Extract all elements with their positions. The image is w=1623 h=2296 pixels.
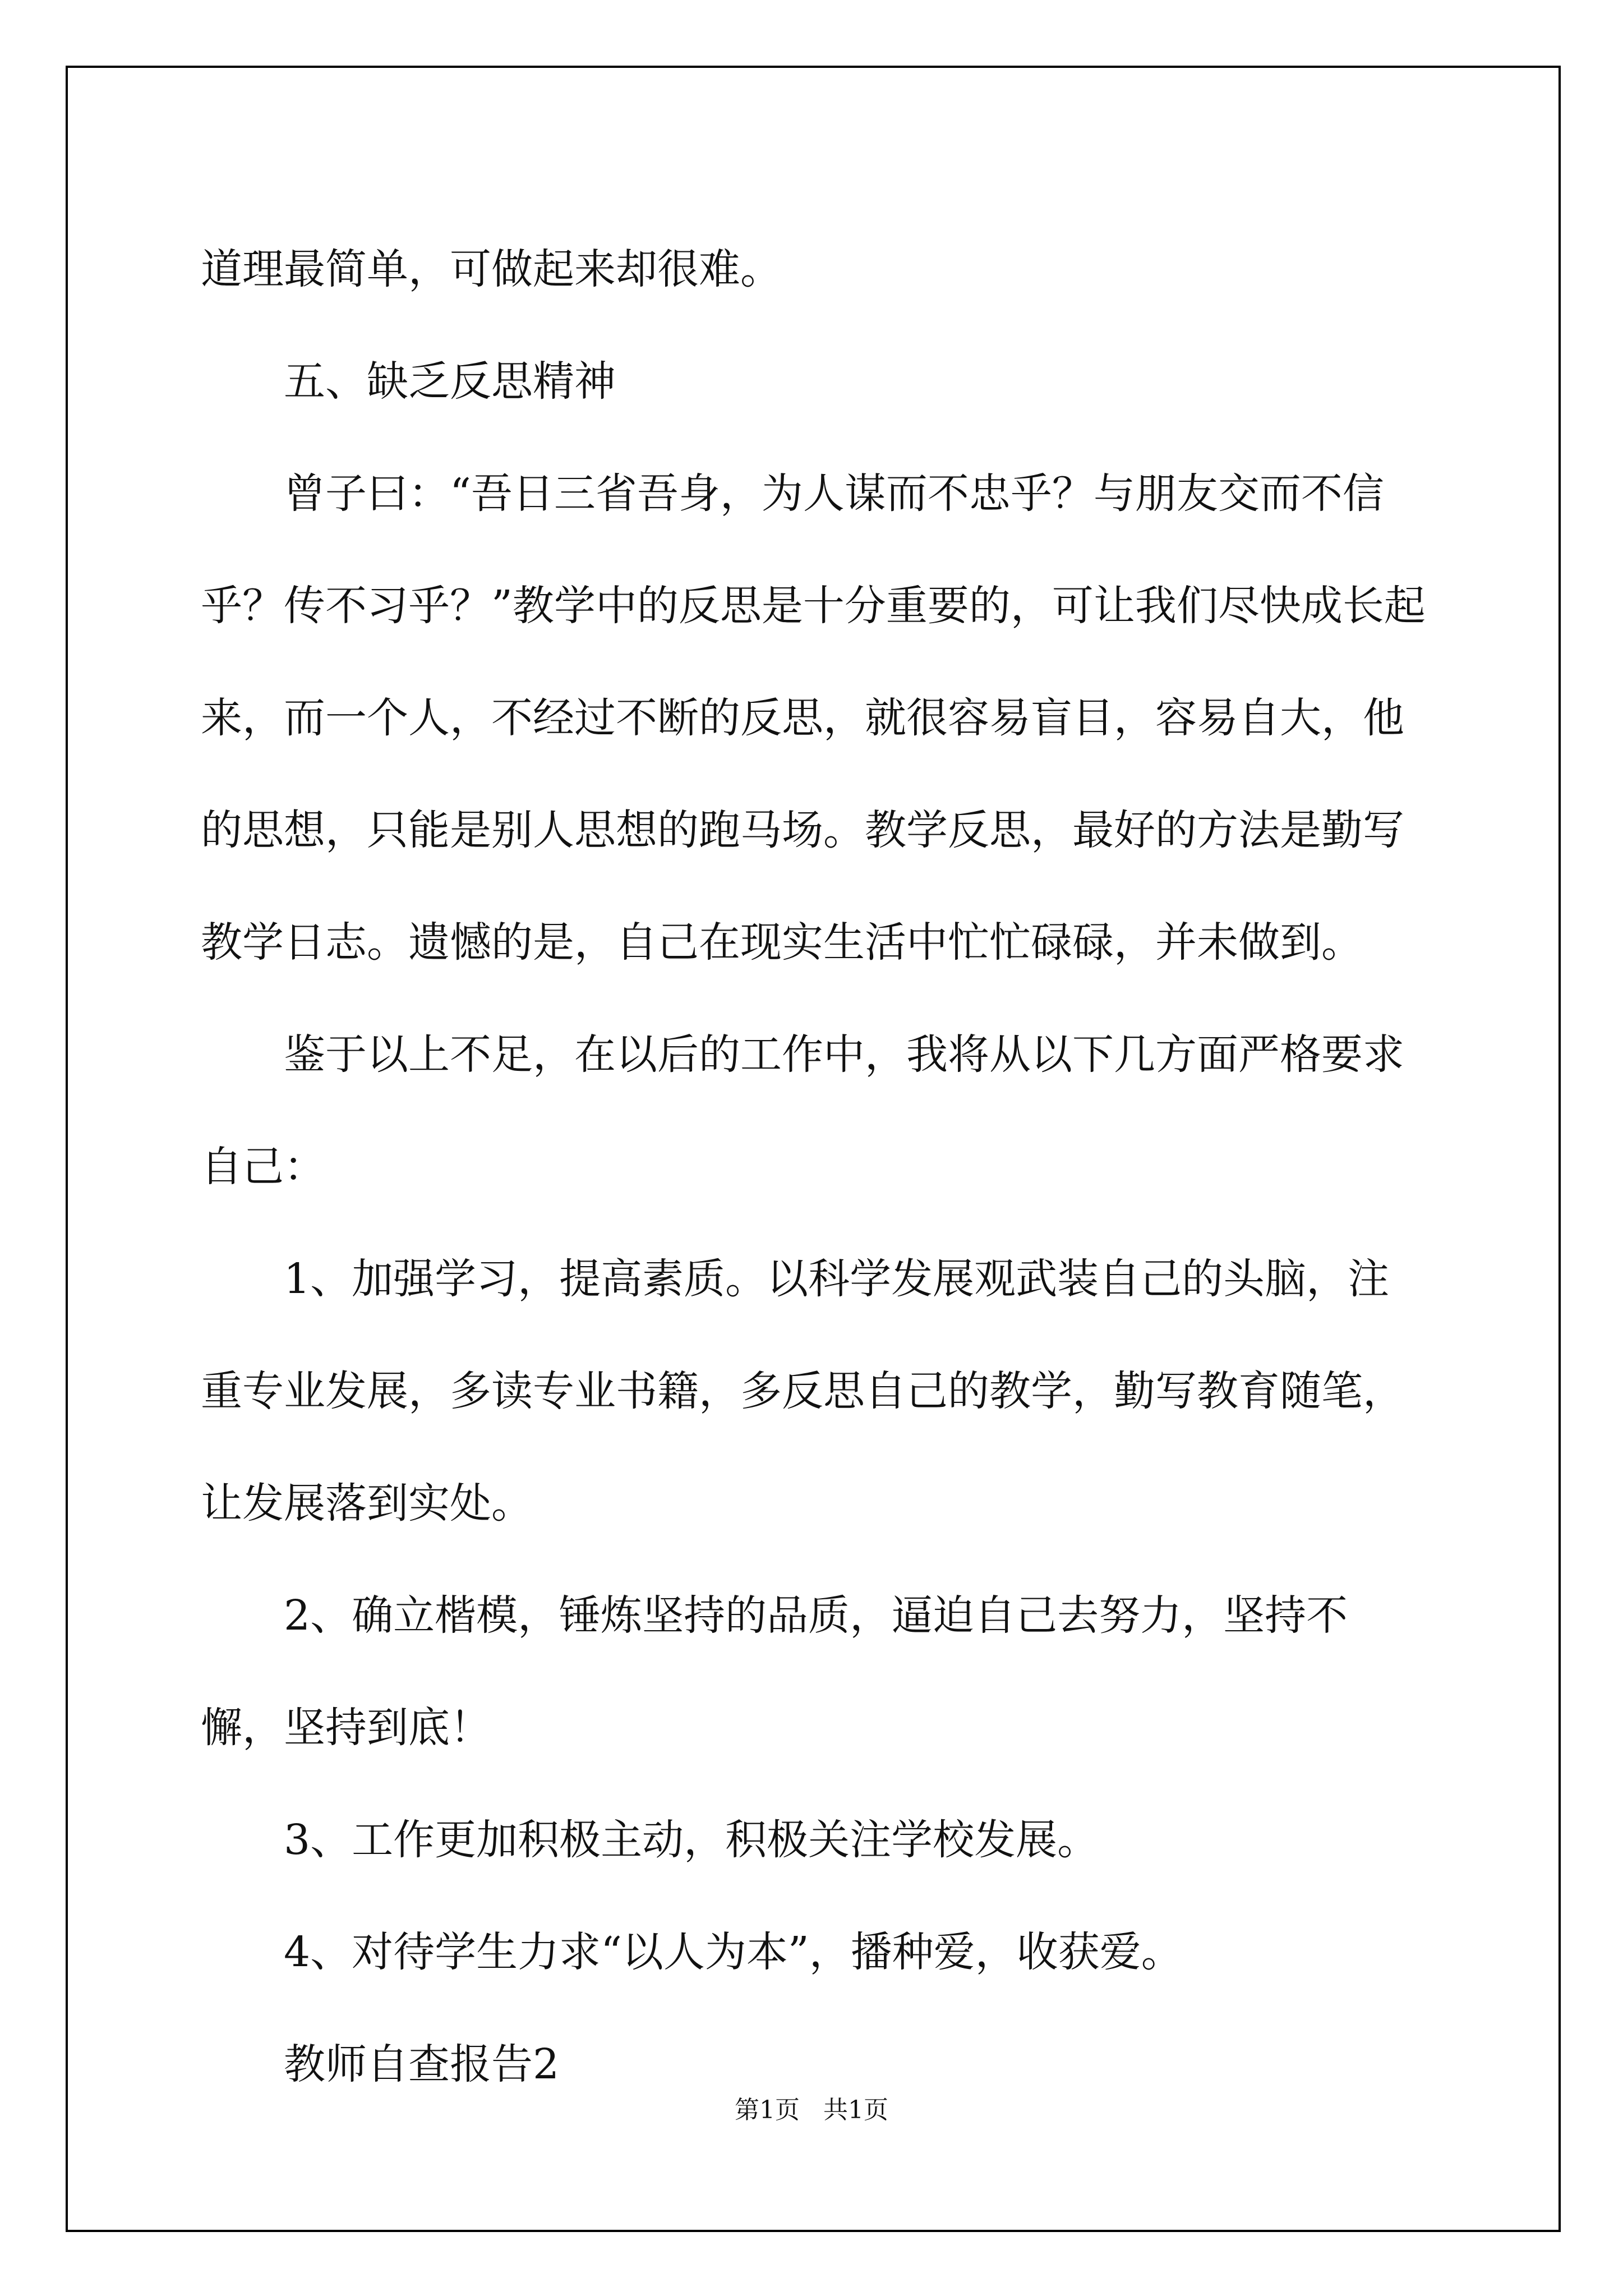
list-item: 1、加强学习，提高素质。以科学发展观武装自己的头脑，注重专业发展，多读专业书籍，多反思自己的教学，勤写教育随笔，让发展落到实处。	[201, 1255, 1404, 1527]
document-body	[201, 213, 1429, 2120]
paragraph: 曾子曰：“吾日三省吾身，为人谋而不忠乎？与朋友交而不信乎？传不习乎？”教学中的反思是十分重要的，可让我们尽快成长起来，而一个人，不经过不断的反思，就很容易盲目，容易自大，他的思想，只能是别人思想的跑马场。教学反思，最好的方法是勤写教学日志。遗憾的是，自己在现实生活中忙忙碌碌，并未做到。	[201, 470, 1426, 967]
paragraph: 鉴于以上不足，在以后的工作中，我将从以下几方面严格要求自己：	[201, 1030, 1404, 1191]
section-heading: 五、缺乏反思精神	[284, 357, 616, 406]
page-footer	[0, 2090, 1623, 2125]
paragraph: 道理最简单，可做起来却很难。	[201, 245, 782, 293]
list-item: 2、确立楷模，锤炼坚持的品质，逼迫自己去努力，坚持不懈，坚持到底！	[201, 1591, 1348, 1752]
page-number: 第1页	[735, 2096, 800, 2124]
list-item: 3、工作更加积极主动，积极关注学校发展。	[284, 1816, 1099, 1864]
section-heading: 教师自查报告2	[284, 2040, 560, 2088]
list-item: 4、对待学生力求“以人为本”，播种爱，收获爱。	[284, 1928, 1183, 1976]
page-total: 共1页	[823, 2096, 888, 2124]
